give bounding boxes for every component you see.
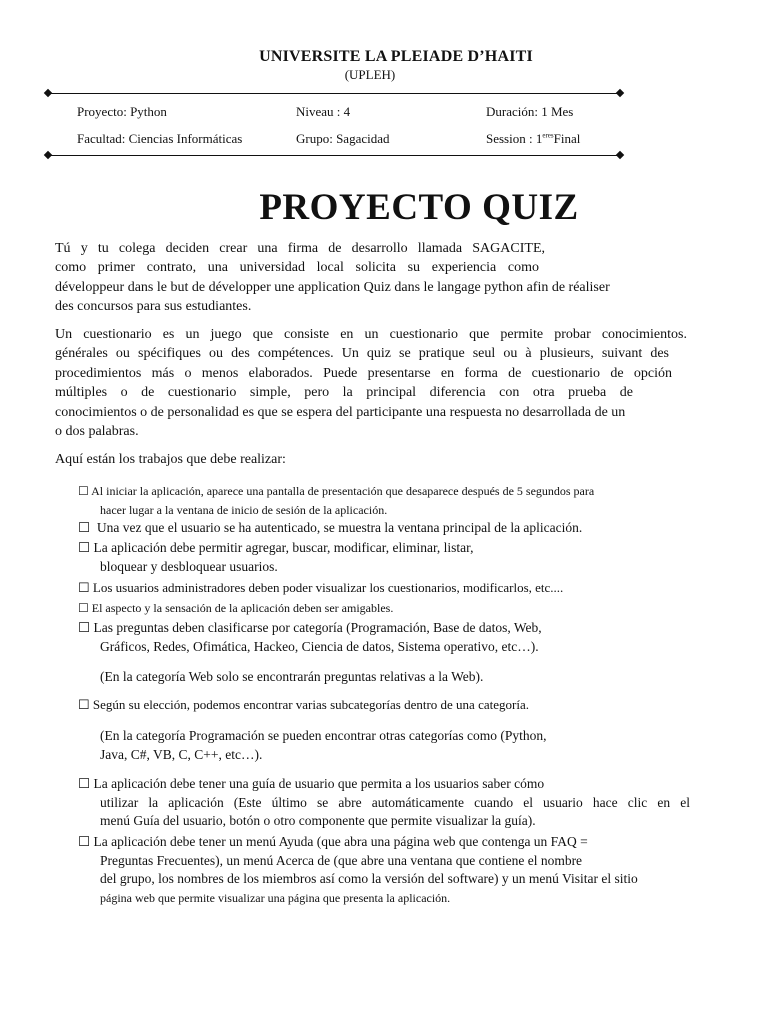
note-line: (En la categoría Programación se pueden encontrar otras categorías como (Python, — [100, 728, 547, 743]
paragraph-line: développeur dans le but de développer une application Quiz dans le langage python afin de réaliser — [55, 279, 610, 295]
checkbox-bullet-icon: ☐ — [78, 484, 89, 498]
list-item-text: Según su elección, podemos encontrar varias subcategorías dentro de una categoría. — [92, 697, 529, 712]
list-item-line: bloquear y desbloquear usuarios. — [100, 558, 278, 574]
list-item-line: menú Guía del usuario, botón o otro componente que permite visualizar la guía). — [100, 813, 536, 828]
checkbox-bullet-icon: ☐ — [78, 520, 91, 535]
paragraph-line: Tú y tu colega deciden crear una firma de desarrollo llamada SAGACITE, — [55, 241, 545, 256]
list-item-text: La aplicación debe tener un menú Ayuda (que abra una página web que contenga un FAQ = — [93, 834, 588, 849]
list-item-text: Al iniciar la aplicación, aparece una pantalla de presentación que desaparece después de 5 segundos para — [91, 484, 595, 498]
meta-facultad: Facultad: Ciencias Informáticas — [77, 131, 243, 146]
checkbox-bullet-icon: ☐ — [78, 620, 91, 635]
paragraph-intro — [55, 239, 687, 317]
checkbox-bullet-icon: ☐ — [78, 580, 90, 595]
header-top-rule — [48, 93, 620, 94]
list-item-line: Gráficos, Redes, Ofimática, Hackeo, Ciencia de datos, Sistema operativo, etc…). — [100, 638, 539, 654]
list-item-line: del grupo, los nombres de los miembros así como la versión del software) y un menú Visitar el sitio — [100, 871, 638, 886]
list-item-text: La aplicación debe tener una guía de usuario que permita a los usuarios saber cómo — [93, 776, 545, 791]
meta-session-suffix: Final — [553, 131, 581, 146]
meta-proyecto: Proyecto: Python — [77, 104, 167, 119]
paragraph-line: générales ou spécifiques ou des compétences. Un quiz se pratique seul ou à plusieurs, suivant des — [55, 346, 669, 362]
meta-niveau: Niveau : 4 — [296, 104, 351, 119]
list-item-line — [78, 519, 690, 538]
list-item — [78, 775, 690, 831]
paragraph-definition — [55, 325, 687, 441]
list-item — [78, 619, 690, 656]
list-item-line: utilizar la aplicación (Este último se abre automáticamente cuando el usuario hace clic en el — [100, 794, 690, 810]
meta-session-sup: eres — [542, 131, 554, 140]
list-item-text: Los usuarios administradores deben poder visualizar los cuestionarios, modificarlos, etc.... — [92, 580, 564, 595]
paragraph-line: múltiples o de cuestionario simple, pero la principal diferencia con otra prueba de — [55, 385, 633, 401]
meta-grupo: Grupo: Sagacidad — [296, 131, 390, 146]
list-item-line — [78, 775, 690, 794]
list-item — [78, 539, 690, 576]
list-item-text: Las preguntas deben clasificarse por categoría (Programación, Base de datos, Web, — [93, 620, 542, 635]
list-item-line — [78, 482, 690, 501]
university-name: UNIVERSITE LA PLEIADE D’HAITI — [259, 48, 533, 65]
paragraph-line: Un cuestionario es un juego que consiste en un cuestionario que permite probar conocimientos. — [55, 327, 687, 342]
list-item-text: Una vez que el usuario se ha autenticado, se muestra la ventana principal de la aplicación. — [96, 520, 583, 535]
meta-session — [486, 131, 580, 147]
list-item — [78, 519, 690, 538]
paragraph-line: conocimientos o de personalidad es que se espera del participante una respuesta no desarrollada de un — [55, 404, 626, 420]
paragraph-line: o dos palabras. — [55, 424, 139, 440]
header-bottom-rule — [48, 155, 620, 156]
university-abbreviation: (UPLEH) — [344, 67, 396, 82]
checkbox-bullet-icon: ☐ — [78, 601, 89, 615]
list-item-text: La aplicación debe permitir agregar, buscar, modificar, eliminar, listar, — [93, 540, 474, 555]
checkbox-bullet-icon: ☐ — [78, 776, 91, 791]
list-item-line — [78, 696, 690, 715]
list-item-text: El aspecto y la sensación de la aplicación deben ser amigables. — [91, 601, 394, 615]
note-line: Java, C#, VB, C, C++, etc…). — [100, 747, 263, 762]
list-item — [78, 579, 690, 598]
meta-session-prefix: Session : 1 — [486, 131, 543, 146]
list-item — [78, 696, 690, 715]
document-title: PROYECTO QUIZ — [259, 187, 579, 228]
list-item-line: página web que permite visualizar una página que presenta la aplicación. — [100, 890, 451, 905]
list-item-line: hacer lugar a la ventana de inicio de sesión de la aplicación. — [100, 502, 388, 517]
list-item-line — [78, 539, 690, 558]
checkbox-bullet-icon: ☐ — [78, 697, 90, 712]
checkbox-bullet-icon: ☐ — [78, 834, 91, 849]
note-programacion — [100, 726, 660, 764]
meta-duracion: Duración: 1 Mes — [486, 104, 574, 119]
tasks-intro: Aquí están los trabajos que debe realizar: — [55, 452, 286, 467]
list-item-line — [78, 579, 690, 598]
list-item — [78, 482, 690, 519]
paragraph-line: procedimientos más o menos elaborados. Puede presentarse en forma de cuestionario de opción — [55, 365, 672, 381]
list-item-line — [78, 619, 690, 638]
list-item-line — [78, 833, 690, 852]
list-item-line — [78, 599, 690, 618]
paragraph-line: des concursos para sus estudiantes. — [55, 299, 252, 315]
note-line: (En la categoría Web solo se encontrarán preguntas relativas a la Web). — [100, 669, 484, 684]
note-web — [100, 667, 660, 686]
list-item — [78, 599, 690, 618]
paragraph-line: como primer contrato, una universidad local solicita su experiencia como — [55, 260, 539, 276]
list-item-line: Preguntas Frecuentes), un menú Acerca de (que abre una ventana que contiene el nombre — [100, 852, 583, 868]
checkbox-bullet-icon: ☐ — [78, 540, 91, 555]
list-item — [78, 833, 690, 907]
